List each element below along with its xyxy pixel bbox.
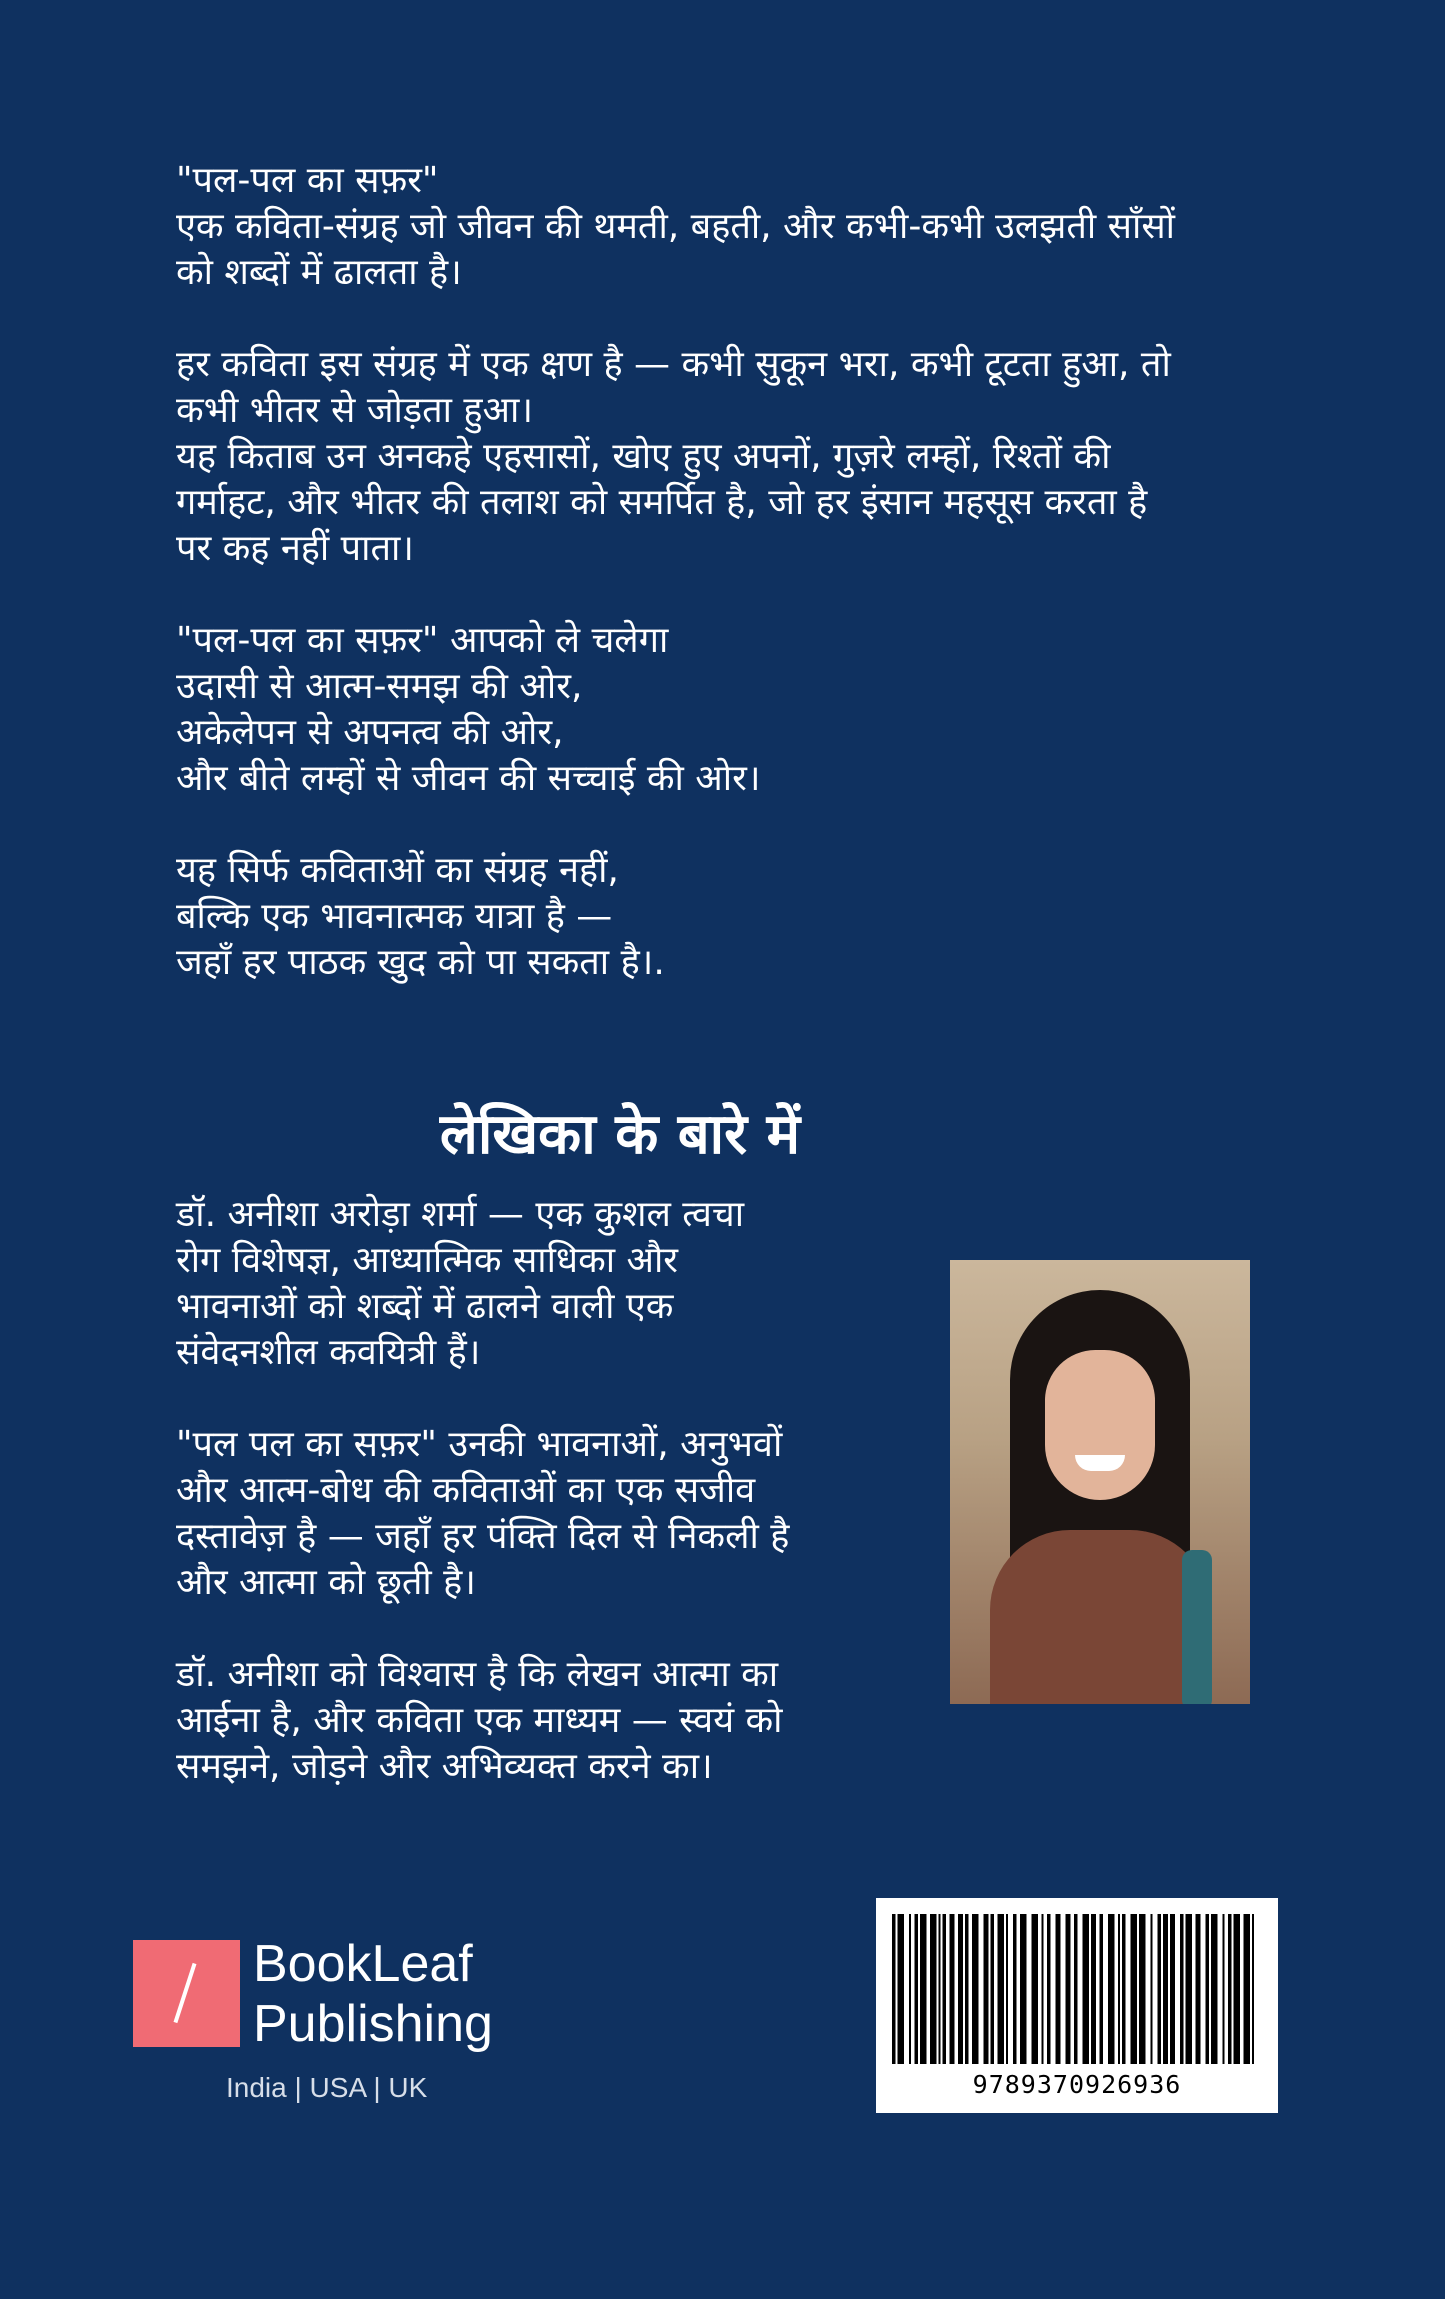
barcode-bar <box>991 1914 995 2064</box>
about-line: समझने, जोड़ने और अभिव्यक्त करने का। <box>176 1746 713 1787</box>
about-author-heading: लेखिका के बारे में <box>439 1102 801 1167</box>
blurb-line: "पल-पल का सफ़र" <box>176 160 439 201</box>
slash-icon <box>174 1963 197 2023</box>
barcode-bar <box>1091 1914 1096 2064</box>
photo-face <box>1045 1350 1155 1500</box>
barcode-bar <box>1186 1914 1193 2064</box>
barcode-bar <box>930 1914 937 2064</box>
barcode-bar <box>909 1914 911 2064</box>
about-line: और आत्मा को छूती है। <box>176 1562 476 1603</box>
barcode-bar <box>965 1914 969 2064</box>
barcode-bar <box>1066 1914 1071 2064</box>
about-paragraph-2 <box>176 1422 876 1606</box>
barcode-bar <box>1170 1914 1175 2064</box>
about-line: रोग विशेषज्ञ, आध्यात्मिक साधिका और <box>176 1240 679 1281</box>
blurb-line: अकेलेपन से अपनत्व की ओर, <box>176 712 564 753</box>
blurb-line: जहाँ हर पाठक खुद को पा सकता है।. <box>176 942 665 983</box>
blurb-line: "पल-पल का सफ़र" आपको ले चलेगा <box>176 620 669 661</box>
blurb-line: बल्कि एक भावनात्मक यात्रा है — <box>176 896 613 937</box>
barcode-bar <box>1020 1914 1027 2064</box>
about-line: आईना है, और कविता एक माध्यम — स्वयं को <box>176 1700 783 1741</box>
photo-body <box>990 1530 1210 1704</box>
photo-stole <box>1182 1550 1212 1704</box>
barcode-bar <box>1056 1914 1061 2064</box>
about-paragraph-3 <box>176 1652 876 1790</box>
barcode-bar <box>950 1914 955 2064</box>
barcode-bar <box>1013 1914 1017 2064</box>
barcode-bar <box>1244 1914 1251 2064</box>
about-line: डॉ. अनीशा अरोड़ा शर्मा — एक कुशल त्वचा <box>176 1194 745 1235</box>
blurb-line: और बीते लम्हों से जीवन की सच्चाई की ओर। <box>176 758 761 799</box>
isbn-number: 9789370926936 <box>972 2070 1182 2099</box>
barcode-bar <box>1131 1914 1138 2064</box>
blurb-line: हर कविता इस संग्रह में एक क्षण है — कभी सुकून भरा, कभी टूटता हुआ, तो <box>176 344 1171 385</box>
publisher-mark-icon <box>133 1940 240 2047</box>
blurb-line: को शब्दों में ढालता है। <box>176 252 462 293</box>
barcode-bar <box>958 1914 963 2064</box>
blurb-line: उदासी से आत्म-समझ की ओर, <box>176 666 583 707</box>
publisher-regions: India | USA | UK <box>226 2072 428 2103</box>
about-line: संवेदनशील कवयित्री हैं। <box>176 1332 481 1373</box>
author-photo <box>950 1260 1250 1704</box>
blurb-line: एक कविता-संग्रह जो जीवन की थमती, बहती, और कभी-कभी उलझती साँसों <box>176 206 1176 247</box>
barcode-bar <box>920 1914 927 2064</box>
blurb-paragraph-4 <box>176 848 1196 986</box>
blurb-line: पर कह नहीं पाता। <box>176 528 414 569</box>
barcode-bar <box>1206 1914 1210 2064</box>
barcode-bar <box>1228 1914 1232 2064</box>
barcode-bar <box>1047 1914 1051 2064</box>
isbn-barcode <box>876 1898 1278 2113</box>
publisher-name-line1: BookLeaf <box>253 1935 473 1993</box>
barcode-bar <box>898 1914 905 2064</box>
blurb-line: यह किताब उन अनकहे एहसासों, खोए हुए अपनों, गुज़रे लम्हों, रिश्तों की <box>176 436 1111 477</box>
barcode-bar <box>1042 1914 1044 2064</box>
barcode-bar <box>984 1914 989 2064</box>
blurb-paragraph-2 <box>176 342 1196 572</box>
barcode-bar <box>1108 1914 1115 2064</box>
publisher-name-line2: Publishing <box>253 1995 493 2053</box>
barcode-bar <box>939 1914 941 2064</box>
about-line: डॉ. अनीशा को विश्वास है कि लेखन आत्मा का <box>176 1654 779 1695</box>
blurb-paragraph-1 <box>176 158 1196 296</box>
barcode-bar <box>1163 1914 1168 2064</box>
barcode-bar <box>1211 1914 1218 2064</box>
barcode-bar <box>1032 1914 1039 2064</box>
barcode-bar <box>1151 1914 1153 2064</box>
barcode-bar <box>943 1914 947 2064</box>
barcode-bar <box>1139 1914 1146 2064</box>
about-line: "पल पल का सफ़र" उनकी भावनाओं, अनुभवों <box>176 1424 783 1465</box>
barcode-bars <box>892 1914 1262 2064</box>
about-line: भावनाओं को शब्दों में ढालने वाली एक <box>176 1286 674 1327</box>
barcode-bar <box>1158 1914 1162 2064</box>
blurb-line: गर्माहट, और भीतर की तलाश को समर्पित है, जो हर इंसान महसूस करता है <box>176 482 1148 523</box>
about-line: और आत्म-बोध की कविताओं का एक सजीव <box>176 1470 756 1511</box>
about-line: दस्तावेज़ है — जहाँ हर पंक्ति दिल से निकली है <box>176 1516 790 1557</box>
barcode-bar <box>892 1914 896 2064</box>
barcode-bar <box>1006 1914 1008 2064</box>
barcode-bar <box>1223 1914 1225 2064</box>
about-paragraph-1 <box>176 1192 876 1376</box>
barcode-bar <box>915 1914 919 2064</box>
book-blurb <box>176 158 1196 1032</box>
barcode-bar <box>1196 1914 1201 2064</box>
barcode-bar <box>1083 1914 1090 2064</box>
barcode-bar <box>998 1914 1005 2064</box>
about-author-text <box>176 1192 876 1836</box>
blurb-line: कभी भीतर से जोड़ता हुआ। <box>176 390 533 431</box>
publisher-name <box>253 1934 493 2054</box>
barcode-bar <box>1234 1914 1241 2064</box>
barcode-bar <box>1252 1914 1254 2064</box>
barcode-bar <box>1118 1914 1120 2064</box>
barcode-bar <box>1122 1914 1126 2064</box>
barcode-bar <box>1100 1914 1104 2064</box>
blurb-line: यह सिर्फ कविताओं का संग्रह नहीं, <box>176 850 619 891</box>
blurb-paragraph-3 <box>176 618 1196 802</box>
barcode-bar <box>972 1914 979 2064</box>
barcode-bar <box>1180 1914 1184 2064</box>
barcode-bar <box>1074 1914 1078 2064</box>
